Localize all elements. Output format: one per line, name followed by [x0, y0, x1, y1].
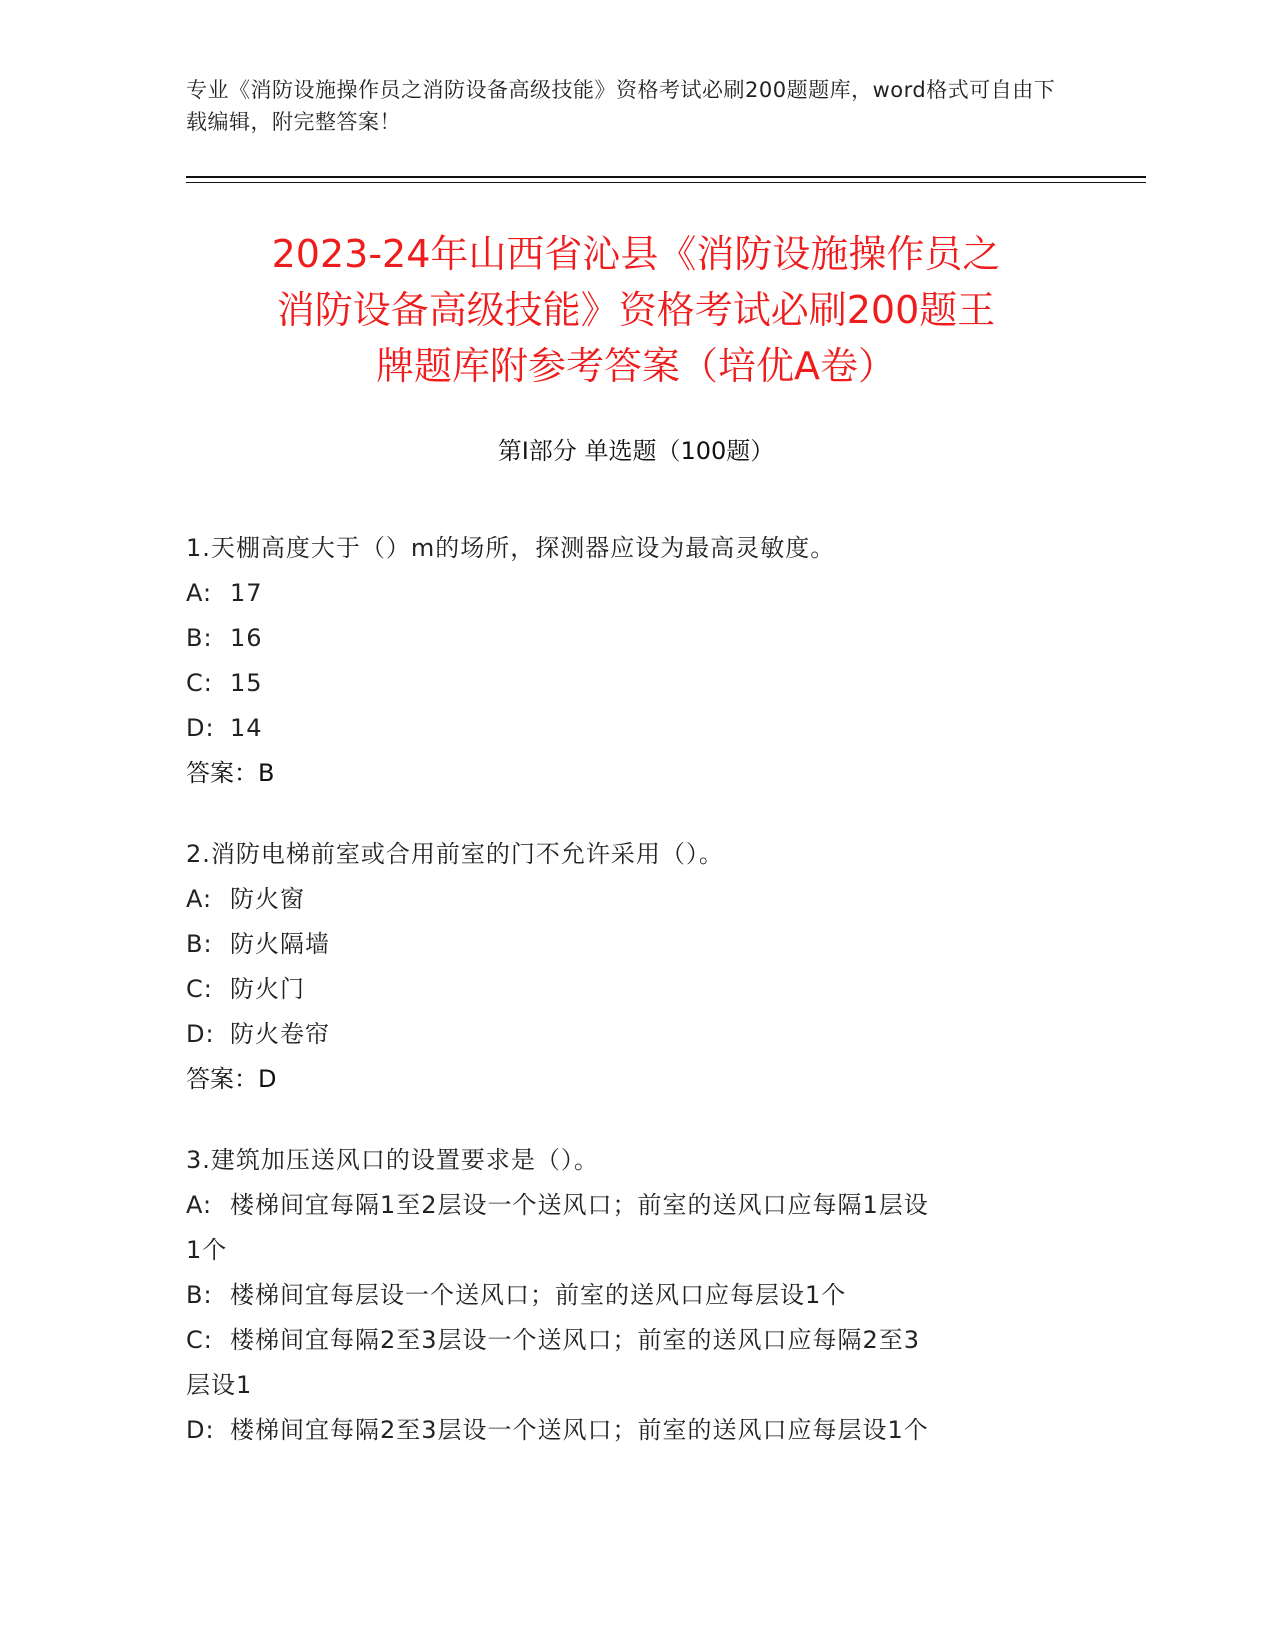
question-2: [186, 832, 1066, 1102]
option-a: [186, 1183, 1066, 1228]
option-text: 防火卷帘: [230, 1020, 330, 1048]
option-key: A:: [186, 579, 213, 607]
option-c: [186, 1318, 1066, 1363]
header-note: 专业《消防设施操作员之消防设备高级技能》资格考试必刷200题题库，word格式可自由下载编辑，附完整答案！: [186, 78, 1056, 134]
option-text: 17: [230, 579, 263, 607]
option-b: [186, 1273, 1066, 1318]
question-list: [186, 526, 1066, 1489]
option-a: [186, 571, 1066, 616]
option-d: [186, 706, 1066, 751]
header-rule-thin: [186, 182, 1146, 183]
option-key: B:: [186, 930, 213, 958]
option-a: [186, 877, 1066, 922]
option-text: 防火隔墙: [230, 930, 330, 958]
section-title: 第I部分 单选题（100题）: [497, 437, 775, 465]
option-text: 楼梯间宜每隔2至3层设一个送风口；前室的送风口应每层设1个: [230, 1416, 929, 1444]
option-text: 防火窗: [230, 885, 305, 913]
option-c: [186, 661, 1066, 706]
question-3: [186, 1138, 1066, 1453]
option-b: [186, 616, 1066, 661]
option-key: B:: [186, 1281, 213, 1309]
option-key: B:: [186, 624, 213, 652]
option-key: D:: [186, 1416, 215, 1444]
title-line-2: 消防设备高级技能》资格考试必刷200题王: [276, 288, 996, 332]
option-text: 楼梯间宜每层设一个送风口；前室的送风口应每层设1个: [230, 1281, 847, 1309]
answer-line: 答案：B: [186, 759, 275, 787]
option-key: A:: [186, 885, 213, 913]
option-text: 15: [230, 669, 263, 697]
option-key: D:: [186, 714, 215, 742]
option-d: [186, 1408, 1066, 1453]
title-line-1: 2023-24年山西省沁县《消防设施操作员之: [271, 232, 1001, 276]
option-key: C:: [186, 975, 213, 1003]
question-stem: 2.消防电梯前室或合用前室的门不允许采用（）。: [186, 840, 724, 868]
question-stem: 1.天棚高度大于（）m的场所，探测器应设为最高灵敏度。: [186, 534, 836, 562]
option-text: 16: [230, 624, 263, 652]
option-c: [186, 967, 1066, 1012]
option-d: [186, 1012, 1066, 1057]
header-rule-thick: [186, 176, 1146, 178]
option-key: A:: [186, 1191, 213, 1219]
option-key: D:: [186, 1020, 215, 1048]
option-key: C:: [186, 669, 213, 697]
option-text: 楼梯间宜每隔1至2层设一个送风口；前室的送风口应每隔1层设: [230, 1191, 929, 1219]
option-a-continuation: 1个: [186, 1236, 228, 1264]
option-text: 14: [230, 714, 263, 742]
title-line-3: 牌题库附参考答案（培优A卷）: [376, 344, 896, 388]
answer-line: 答案：D: [186, 1065, 277, 1093]
option-text: 防火门: [230, 975, 305, 1003]
question-1: [186, 526, 1066, 796]
option-text: 楼梯间宜每隔2至3层设一个送风口；前室的送风口应每隔2至3: [230, 1326, 921, 1354]
option-key: C:: [186, 1326, 213, 1354]
question-stem: 3.建筑加压送风口的设置要求是（）。: [186, 1146, 599, 1174]
option-c-continuation: 层设1: [186, 1371, 253, 1399]
option-b: [186, 922, 1066, 967]
document-title: [186, 226, 1086, 394]
